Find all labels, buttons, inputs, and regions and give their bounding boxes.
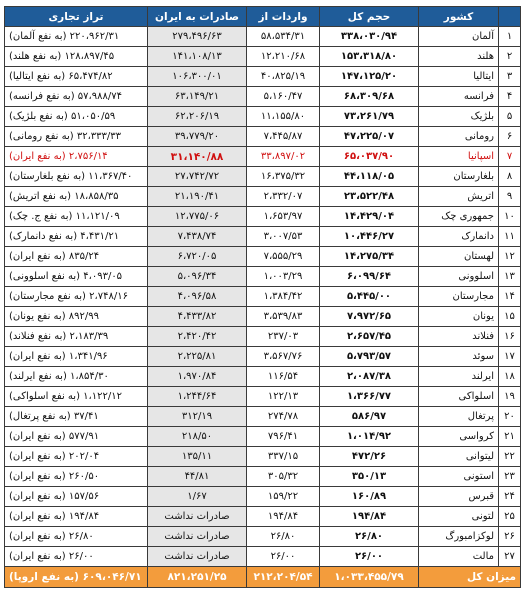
row-balance: ۲۶/۰۰ (به نفع ایران) [5,547,148,567]
row-imports: ۷،۵۵۵/۲۹ [247,247,320,267]
table-row [5,47,521,67]
row-imports: ۴۰،۸۲۵/۱۹ [247,67,320,87]
row-index: ۶ [499,127,521,147]
total-exports: ۸۲۱،۲۵۱/۲۵ [148,567,247,588]
row-volume: ۷۳،۲۶۱/۷۹ [320,107,419,127]
row-volume: ۶،۰۹۹/۶۴ [320,267,419,287]
row-volume: ۱۶۰/۸۹ [320,487,419,507]
row-volume: ۲۶/۰۰ [320,547,419,567]
table-row [5,447,521,467]
table-row [5,287,521,307]
header-volume: حجم کل [320,7,419,27]
row-imports: ۱۱۶/۵۴ [247,367,320,387]
row-imports: ۵۸،۵۳۴/۳۱ [247,27,320,47]
row-imports: ۳،۵۳۹/۸۳ [247,307,320,327]
row-imports: ۱۲۲/۱۳ [247,387,320,407]
row-index: ۱۸ [499,367,521,387]
row-balance: ۱،۸۵۴/۳۰ (به نفع ایرلند) [5,367,148,387]
row-volume: ۱۰،۴۴۶/۲۷ [320,227,419,247]
row-exports: ۴،۴۳۳/۸۲ [148,307,247,327]
row-exports: ۲۷۹،۴۹۶/۶۳ [148,27,247,47]
row-balance: ۱۵۷/۵۶ (به نفع ایران) [5,487,148,507]
row-imports: ۱،۳۸۴/۴۲ [247,287,320,307]
row-imports: ۳۳،۸۹۷/۰۲ [247,147,320,167]
row-exports: ۳۹،۷۷۹/۲۰ [148,127,247,147]
row-imports: ۷۹۶/۴۱ [247,427,320,447]
row-index: ۲۰ [499,407,521,427]
table-row [5,307,521,327]
row-balance: ۵۷،۹۸۸/۷۴ (به نفع فرانسه) [5,87,148,107]
row-volume: ۴۷۲/۲۶ [320,447,419,467]
row-imports: ۲۷۴/۷۸ [247,407,320,427]
table-row [5,427,521,447]
table-row [5,107,521,127]
row-country: ایتالیا [419,67,499,87]
row-balance: ۲۲۰،۹۶۲/۳۱ (به نفع آلمان) [5,27,148,47]
row-balance: ۱۱،۳۶۷/۴۰ (به نفع بلغارستان) [5,167,148,187]
row-volume: ۱۹۴/۸۴ [320,507,419,527]
row-exports: ۵،۰۹۶/۳۴ [148,267,247,287]
row-balance: ۱۸،۸۵۸/۳۵ (به نفع اتریش) [5,187,148,207]
header-country: کشور [419,7,499,27]
header-index [499,7,521,27]
row-index: ۱۶ [499,327,521,347]
table-row [5,167,521,187]
row-volume: ۴۴،۱۱۸/۰۵ [320,167,419,187]
header-exports: صادرات به ایران [148,7,247,27]
row-imports: ۲۶/۰۰ [247,547,320,567]
row-volume: ۲،۰۸۷/۳۸ [320,367,419,387]
row-imports: ۱۹۴/۸۴ [247,507,320,527]
row-country: اسلواکی [419,387,499,407]
row-exports: ۶۳،۱۴۹/۲۱ [148,87,247,107]
row-volume: ۲۳،۵۲۲/۴۸ [320,187,419,207]
row-country: جمهوری چک [419,207,499,227]
row-exports: ۱۲،۷۷۵/۰۶ [148,207,247,227]
total-label: میزان کل [419,567,521,588]
row-balance: ۲،۱۸۳/۳۹ (به نفع فنلاند) [5,327,148,347]
row-exports: ۲۷،۷۴۲/۷۲ [148,167,247,187]
row-index: ۱۵ [499,307,521,327]
row-balance: ۱،۳۴۱/۹۶ (به نفع ایران) [5,347,148,367]
row-country: دانمارک [419,227,499,247]
total-row [5,567,521,588]
row-index: ۸ [499,167,521,187]
row-imports: ۲،۳۳۲/۰۷ [247,187,320,207]
table-row [5,467,521,487]
row-index: ۱۲ [499,247,521,267]
row-country: یونان [419,307,499,327]
row-country: پرتغال [419,407,499,427]
row-imports: ۱۲،۲۱۰/۶۸ [247,47,320,67]
row-volume: ۵،۷۹۳/۵۷ [320,347,419,367]
row-volume: ۶۵،۰۳۷/۹۰ [320,147,419,167]
row-country: سوئد [419,347,499,367]
row-balance: ۱۱،۱۲۱/۰۹ (به نفع ج. چک) [5,207,148,227]
table-row [5,227,521,247]
table-row [5,547,521,567]
row-balance: ۲۶۰/۵۰ (به نفع ایران) [5,467,148,487]
row-volume: ۱۴۷،۱۲۵/۲۰ [320,67,419,87]
row-country: لوکزامبورگ [419,527,499,547]
row-index: ۴ [499,87,521,107]
row-country: اسلوونی [419,267,499,287]
row-index: ۱۱ [499,227,521,247]
row-volume: ۱،۳۶۶/۷۷ [320,387,419,407]
row-exports: ۲،۲۲۵/۸۱ [148,347,247,367]
row-imports: ۱۵۹/۲۲ [247,487,320,507]
table-body [5,27,521,567]
row-country: لهستان [419,247,499,267]
row-imports: ۲۳۷/۰۳ [247,327,320,347]
row-balance: ۲،۷۵۶/۱۴ (به نفع ایران) [5,147,148,167]
table-row [5,247,521,267]
row-index: ۹ [499,187,521,207]
total-volume: ۱،۰۳۳،۴۵۵/۷۹ [320,567,419,588]
row-index: ۳ [499,67,521,87]
row-balance: ۲،۷۴۸/۱۶ (به نفع مجارستان) [5,287,148,307]
row-imports: ۳،۵۶۷/۷۶ [247,347,320,367]
row-country: لتونی [419,507,499,527]
row-balance: ۸۳۵/۲۴ (به نفع ایران) [5,247,148,267]
header-row [5,7,521,27]
table-row [5,527,521,547]
row-index: ۱۰ [499,207,521,227]
table-row [5,87,521,107]
row-index: ۲۴ [499,487,521,507]
header-imports: واردات از [247,7,320,27]
row-index: ۲۲ [499,447,521,467]
row-index: ۲۳ [499,467,521,487]
row-exports: ۷،۴۳۸/۷۴ [148,227,247,247]
table-row [5,267,521,287]
table-row [5,407,521,427]
row-country: مالت [419,547,499,567]
row-country: ایرلند [419,367,499,387]
row-imports: ۲۶/۸۰ [247,527,320,547]
row-balance: ۱۹۴/۸۴ (به نفع ایران) [5,507,148,527]
row-country: فرانسه [419,87,499,107]
row-exports: ۱،۹۷۰/۸۴ [148,367,247,387]
row-country: کرواسی [419,427,499,447]
table-row [5,487,521,507]
row-exports: ۱۰۶،۳۰۰/۰۱ [148,67,247,87]
row-exports: صادرات نداشت [148,507,247,527]
row-index: ۲۶ [499,527,521,547]
row-volume: ۷،۹۷۲/۶۵ [320,307,419,327]
row-country: استونی [419,467,499,487]
row-imports: ۵،۱۶۰/۴۷ [247,87,320,107]
row-exports: ۴،۰۹۶/۵۸ [148,287,247,307]
table-row [5,387,521,407]
row-index: ۵ [499,107,521,127]
row-balance: ۱۲۸،۸۹۷/۴۵ (به نفع هلند) [5,47,148,67]
row-volume: ۱۵۳،۳۱۸/۸۰ [320,47,419,67]
row-balance: ۸۹۲/۹۹ (به نفع یونان) [5,307,148,327]
row-index: ۱۷ [499,347,521,367]
row-index: ۲۱ [499,427,521,447]
row-index: ۱ [499,27,521,47]
row-volume: ۲،۶۵۷/۴۵ [320,327,419,347]
row-balance: ۲۰۲/۰۴ (به نفع ایران) [5,447,148,467]
table-row [5,347,521,367]
row-balance: ۲۶/۸۰ (به نفع ایران) [5,527,148,547]
row-exports: صادرات نداشت [148,527,247,547]
row-exports: ۱۴۱،۱۰۸/۱۳ [148,47,247,67]
row-country: اسپانیا [419,147,499,167]
row-country: فنلاند [419,327,499,347]
row-balance: ۴،۰۹۳/۰۵ (به نفع اسلوونی) [5,267,148,287]
row-imports: ۳،۰۰۷/۵۳ [247,227,320,247]
row-volume: ۳۵۰/۱۳ [320,467,419,487]
row-balance: ۳۷/۴۱ (به نفع پرتغال) [5,407,148,427]
row-volume: ۱۴،۲۷۵/۳۴ [320,247,419,267]
row-balance: ۵۱،۰۵۰/۵۹ (به نفع بلژیک) [5,107,148,127]
row-exports: ۲۱۸/۵۰ [148,427,247,447]
row-exports: ۱،۲۴۴/۶۴ [148,387,247,407]
row-volume: ۲۶/۸۰ [320,527,419,547]
table-row [5,67,521,87]
row-exports: ۲،۴۲۰/۴۲ [148,327,247,347]
header-balance: تراز تجاری [5,7,148,27]
row-exports: ۳۱،۱۴۰/۸۸ [148,147,247,167]
row-balance: ۴،۴۳۱/۲۱ (به نفع دانمارک) [5,227,148,247]
row-imports: ۳۳۷/۱۵ [247,447,320,467]
row-imports: ۱،۰۰۳/۲۹ [247,267,320,287]
table-row [5,127,521,147]
row-country: آلمان [419,27,499,47]
trade-table [4,6,521,588]
row-index: ۲۵ [499,507,521,527]
row-index: ۲۷ [499,547,521,567]
row-volume: ۵۸۶/۹۷ [320,407,419,427]
row-imports: ۱،۶۵۳/۹۷ [247,207,320,227]
row-volume: ۵،۴۴۵/۰۰ [320,287,419,307]
table-row [5,187,521,207]
row-exports: ۶۲،۲۰۶/۱۹ [148,107,247,127]
row-index: ۱۳ [499,267,521,287]
row-volume: ۴۷،۲۲۵/۰۷ [320,127,419,147]
row-balance: ۱،۱۲۲/۱۲ (به نفع اسلواکی) [5,387,148,407]
row-balance: ۶۵،۴۷۴/۸۲ (به نفع ایتالیا) [5,67,148,87]
row-imports: ۱۶،۳۷۵/۳۲ [247,167,320,187]
table-row [5,27,521,47]
row-volume: ۳۳۸،۰۳۰/۹۴ [320,27,419,47]
row-exports: ۴۴/۸۱ [148,467,247,487]
row-volume: ۱،۰۱۴/۹۲ [320,427,419,447]
row-exports: ۶،۷۲۰/۰۵ [148,247,247,267]
row-exports: صادرات نداشت [148,547,247,567]
table-row [5,147,521,167]
row-exports: ۲۱،۱۹۰/۴۱ [148,187,247,207]
total-balance: ۶۰۹،۰۴۶/۷۱ (به نفع اروپا) [5,567,148,588]
row-imports: ۳۰۵/۳۲ [247,467,320,487]
table-row [5,507,521,527]
row-index: ۷ [499,147,521,167]
row-volume: ۶۸،۳۰۹/۶۸ [320,87,419,107]
row-index: ۲ [499,47,521,67]
row-country: مجارستان [419,287,499,307]
row-imports: ۷،۴۴۵/۸۷ [247,127,320,147]
row-country: لیتوانی [419,447,499,467]
row-volume: ۱۴،۴۲۹/۰۴ [320,207,419,227]
row-balance: ۳۲،۳۳۳/۳۳ (به نفع رومانی) [5,127,148,147]
row-balance: ۵۷۷/۹۱ (به نفع ایران) [5,427,148,447]
row-imports: ۱۱،۱۵۵/۸۰ [247,107,320,127]
row-index: ۱۴ [499,287,521,307]
row-country: قبرس [419,487,499,507]
row-exports: ۳۱۲/۱۹ [148,407,247,427]
row-exports: ۱/۶۷ [148,487,247,507]
row-country: بلغارستان [419,167,499,187]
row-index: ۱۹ [499,387,521,407]
table-row [5,327,521,347]
row-country: رومانی [419,127,499,147]
row-country: هلند [419,47,499,67]
total-imports: ۲۱۲،۲۰۴/۵۴ [247,567,320,588]
row-exports: ۱۳۵/۱۱ [148,447,247,467]
table-row [5,367,521,387]
row-country: اتریش [419,187,499,207]
row-country: بلژیک [419,107,499,127]
table-row [5,207,521,227]
